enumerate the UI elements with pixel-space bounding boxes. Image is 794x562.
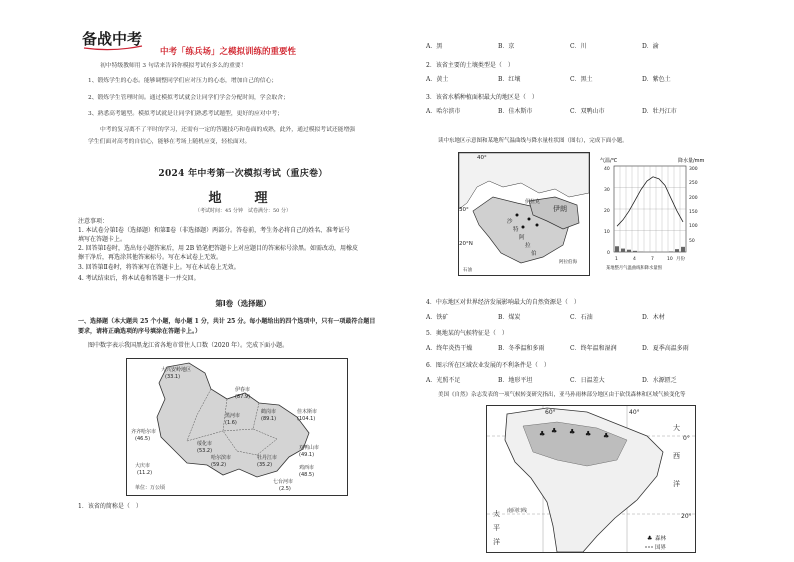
amazon-ocean-da: 大: [673, 424, 680, 432]
promo-point-1: 1、锻炼学生的心态。能够调整同学们应对压力的心态，增加自己的信心；: [88, 78, 278, 84]
note-line-1: 1. 本试卷分第Ⅰ卷（选择题）和第Ⅱ卷（非选择题）两部分。答卷前，考生务必将自己的姓名、准考证号: [78, 227, 351, 234]
left-column: [78, 0, 408, 562]
brand-logo: [78, 24, 148, 54]
amazon-ocean-yang: 洋: [673, 480, 680, 488]
map-label-24: 七台河市: [273, 479, 294, 485]
note-line-4: 擦干净后，再选涂其他答案标号。写在本试卷上无效。: [78, 254, 223, 261]
q5-option-d: D．夏季高温多雨: [642, 345, 689, 352]
map-label-21: (48.5): [299, 472, 315, 478]
precip-bar: [669, 251, 673, 252]
map-intro: 图中数字表示我国黑龙江省各地市常住人口数（2020 年）。完成下面小题。: [88, 342, 289, 349]
promo-closing-2: 学生们面对高考的自信心，能够在考场上随机应变，轻松面对。: [88, 139, 251, 145]
climate-chart-graphic: [600, 156, 710, 274]
q2-option-a: A．黄土: [426, 76, 449, 83]
mideast-lat-20n: 20°N: [459, 241, 473, 247]
map-label-6: 佳木斯市: [297, 409, 318, 415]
climate-y-left-20: 20: [604, 209, 610, 214]
q6-option-a: A．光照不足: [426, 377, 461, 384]
q5-option-a: A．终年炎热干燥: [426, 345, 473, 352]
climate-month-7: 7: [651, 257, 654, 262]
climate-month-4: 4: [633, 257, 636, 262]
precip-bar: [621, 249, 625, 252]
q4-option-c: C．石油: [570, 314, 593, 321]
q1-option-d: D．渝: [642, 43, 659, 50]
q2-option-d: D．紫色土: [642, 76, 671, 83]
note-line-5: 3. 回答第Ⅱ卷时，将答案写在答题卡上。写在本试卷上无效。: [78, 264, 240, 271]
mideast-label-te: 特: [513, 227, 519, 233]
heilongjiang-map: [126, 358, 348, 496]
map-label-10: 齐齐哈尔市: [131, 429, 157, 435]
mideast-lat-40: 40°: [477, 155, 487, 161]
amazon-tropic-label: 南回归线: [507, 508, 528, 514]
question-6: 6．图示所在区域农业发展的不利条件是（ ）: [426, 362, 550, 369]
precip-bar: [675, 249, 679, 252]
map-label-2: 伊春市: [235, 387, 251, 393]
amazon-ocean-ping: 平: [493, 524, 500, 532]
q3-option-d: D．牡丹江市: [642, 108, 677, 115]
map-label-0: 大兴安岭地区: [161, 367, 192, 373]
note-line-3: 2. 回答第Ⅰ卷时，选出每小题答案后，用 2B 铅笔把答题卡上对应题目的答案标号涂黑。如需改动，用橡皮: [78, 245, 359, 252]
climate-chart: [600, 156, 710, 274]
section-intro-2: 要求，请将正确选项的序号填涂在答题卡上。）: [78, 328, 202, 335]
map-label-3: (87.9): [235, 394, 251, 400]
question-5: 5．奥地某的气候特征是（ ）: [426, 330, 508, 337]
q3-option-c: C．双鸭山市: [570, 108, 605, 115]
q5-option-b: B．冬季温和多雨: [498, 345, 545, 352]
mideast-map: [458, 152, 590, 276]
climate-y-right-200: 200: [689, 196, 698, 201]
map-label-12: 绥化市: [197, 441, 213, 447]
svg-text:♣: ♣: [569, 428, 576, 436]
exam-meta: （考试时间：45 分钟 试卷满分：50 分）: [195, 208, 291, 214]
climate-y-right-150: 150: [689, 210, 698, 215]
amazon-lon-60: 60°: [545, 409, 556, 416]
map-label-8: 黑河市: [225, 413, 241, 419]
note-line-2: 填写在答题卡上。: [78, 236, 127, 243]
promo-closing-1: 中考的复习离不了平时的学习，还需有一定的答题技巧和卷面的成熟，此外，通过模拟考试还能增强: [100, 127, 356, 133]
map-label-18: 双鸭山市: [299, 445, 320, 451]
map-label-14: 哈尔滨市: [211, 455, 232, 461]
climate-y-left-30: 30: [604, 188, 610, 193]
climate-title-right: 降水量/mm: [678, 158, 705, 164]
mideast-label-iran: 伊朗: [553, 205, 567, 213]
note-line-6: 4. 考试结束后，将本试卷和答题卡一并交回。: [78, 275, 200, 282]
climate-month-1: 1: [615, 257, 618, 262]
amazon-lat-20: 20°: [681, 513, 692, 520]
climate-y-right-300: 300: [689, 167, 698, 172]
map-label-13: (53.2): [197, 448, 213, 454]
exam-subject: 地 理: [208, 191, 278, 206]
q4-option-a: A．铁矿: [426, 314, 449, 321]
svg-text:♣: ♣: [539, 430, 546, 438]
promo-title: 中考「练兵场」之模拟训练的重要性: [160, 47, 297, 57]
amazon-map: [486, 405, 696, 553]
amazon-intro-1: 美国《自然》杂志发表的一项气候转变研究指出，亚马孙雨林部分地区由于砍伐森林和区域气候变化等: [438, 392, 686, 398]
map-label-17: (35.2): [257, 462, 273, 468]
map-label-9: (1.6): [225, 420, 237, 426]
amazon-ocean-tai: 太: [493, 510, 500, 518]
q6-option-c: C．日温差大: [570, 377, 605, 384]
map-label-20: 鸡西市: [299, 465, 315, 471]
question-4: 4．中东地区对世界经济发展影响最大的自然资源是（ ）: [426, 299, 580, 306]
promo-point-2: 2、锻炼学生管理时间。通过模拟考试就会让同学们学会分配时间，学会取舍；: [88, 95, 289, 101]
promo-point-3: 3、熟悉高考题型。模拟考试就是让同学们熟悉考试题型，更好的应对中考；: [88, 111, 283, 117]
amazon-ocean-yang2: 洋: [493, 538, 500, 546]
mideast-label-a: 阿: [519, 235, 525, 241]
section-intro-1: 一、选择题（本大题共 25 个小题，每小题 1 分，共计 25 分。每小题给出的四个选项中，只有一项最符合题目: [78, 318, 376, 325]
q1-option-b: B．京: [498, 43, 515, 50]
mideast-lat-30: 30°: [459, 207, 469, 213]
amazon-lon-40: 40°: [629, 409, 640, 416]
mideast-legend-oil: 石油: [463, 268, 472, 273]
mideast-label-sha: 沙: [507, 219, 513, 225]
amazon-legend-forest: 森林: [655, 536, 667, 542]
svg-text:♣: ♣: [585, 430, 592, 438]
section-title: 第Ⅰ卷（选择题）: [215, 299, 271, 308]
map-unit-label: 单位：万公顷: [135, 485, 166, 491]
map-label-7: (104.1): [297, 416, 316, 422]
amazon-ocean-xi: 西: [673, 452, 680, 460]
amazon-map-graphic: [487, 406, 695, 552]
q1-option-c: C．川: [570, 43, 587, 50]
amazon-lat-0: 0°: [683, 435, 690, 442]
right-column: [416, 0, 746, 562]
mideast-label-iraq: 伊拉克: [525, 199, 541, 205]
question-2: 2．该省主要的土壤类型是（ ）: [426, 62, 514, 69]
map-label-25: (2.5): [279, 486, 291, 492]
precip-bar: [633, 251, 637, 252]
q1-option-a: A．黑: [426, 43, 443, 50]
q3-option-b: B．佳木斯市: [498, 108, 533, 115]
precip-bar: [615, 246, 619, 252]
map-label-23: (11.2): [137, 470, 153, 476]
climate-month-10: 10: [667, 257, 673, 262]
climate-y-left-0: 0: [607, 251, 610, 256]
brand-logo-text: 备战中考: [82, 30, 143, 48]
question-3: 3．该省水稻种植面积最大的地区是（ ）: [426, 94, 538, 101]
mideast-intro: 读中东地区示意图和某地所气温曲线与降水量柱状图（图右），完成下面小题。: [438, 138, 628, 144]
climate-y-left-40: 40: [604, 167, 610, 172]
heilongjiang-map-graphic: [127, 359, 347, 495]
mideast-label-sea: 阿拉伯海: [559, 260, 577, 265]
climate-y-left-10: 10: [604, 230, 610, 235]
q4-option-b: B．煤炭: [498, 314, 521, 321]
climate-y-right-250: 250: [689, 181, 698, 186]
notes-title: 注意事项：: [78, 218, 109, 225]
map-label-4: 鹤岗市: [261, 409, 277, 415]
q4-option-d: D．木材: [642, 314, 665, 321]
svg-text:♣: ♣: [647, 535, 653, 542]
question-1: 1．该省的简称是（ ）: [78, 503, 142, 510]
map-label-5: (89.1): [261, 416, 277, 422]
climate-y-right-50: 50: [689, 239, 695, 244]
q6-option-d: D．水源匮乏: [642, 377, 677, 384]
map-label-1: (33.1): [165, 374, 181, 380]
map-label-15: (59.2): [211, 462, 227, 468]
exam-title: 2024 年中考第一次模拟考试（重庆卷）: [158, 169, 328, 179]
mideast-label-la: 拉: [525, 243, 531, 249]
q2-option-b: B．红壤: [498, 76, 521, 83]
q3-option-a: A．哈尔滨市: [426, 108, 461, 115]
q2-option-c: C．黑土: [570, 76, 593, 83]
map-label-19: (49.1): [299, 452, 315, 458]
precip-bar: [627, 250, 631, 252]
map-label-22: 大庆市: [135, 463, 151, 469]
climate-title-left: 气温/℃: [600, 158, 618, 164]
q6-option-b: B．地形平坦: [498, 377, 533, 384]
q5-option-c: C．终年温和湿润: [570, 345, 617, 352]
amazon-legend-border: 国界: [655, 545, 667, 551]
precip-bar: [681, 247, 685, 252]
map-label-11: (46.5): [135, 436, 151, 442]
svg-text:♣: ♣: [551, 427, 558, 435]
climate-caption: 某地整月气温曲线和降水量图: [606, 266, 662, 271]
svg-text:♣: ♣: [603, 432, 610, 440]
brand-logo-graphic: [78, 24, 148, 54]
climate-y-right-100: 100: [689, 224, 698, 229]
climate-month-unit: 月份: [676, 257, 685, 262]
mideast-map-graphic: [459, 153, 589, 275]
map-label-16: 牡丹江市: [257, 455, 278, 461]
mideast-label-bo: 伯: [531, 251, 537, 257]
promo-intro: 初中特级教师用 3 句话来告诉你模拟考试有多么的重要！: [100, 63, 247, 69]
